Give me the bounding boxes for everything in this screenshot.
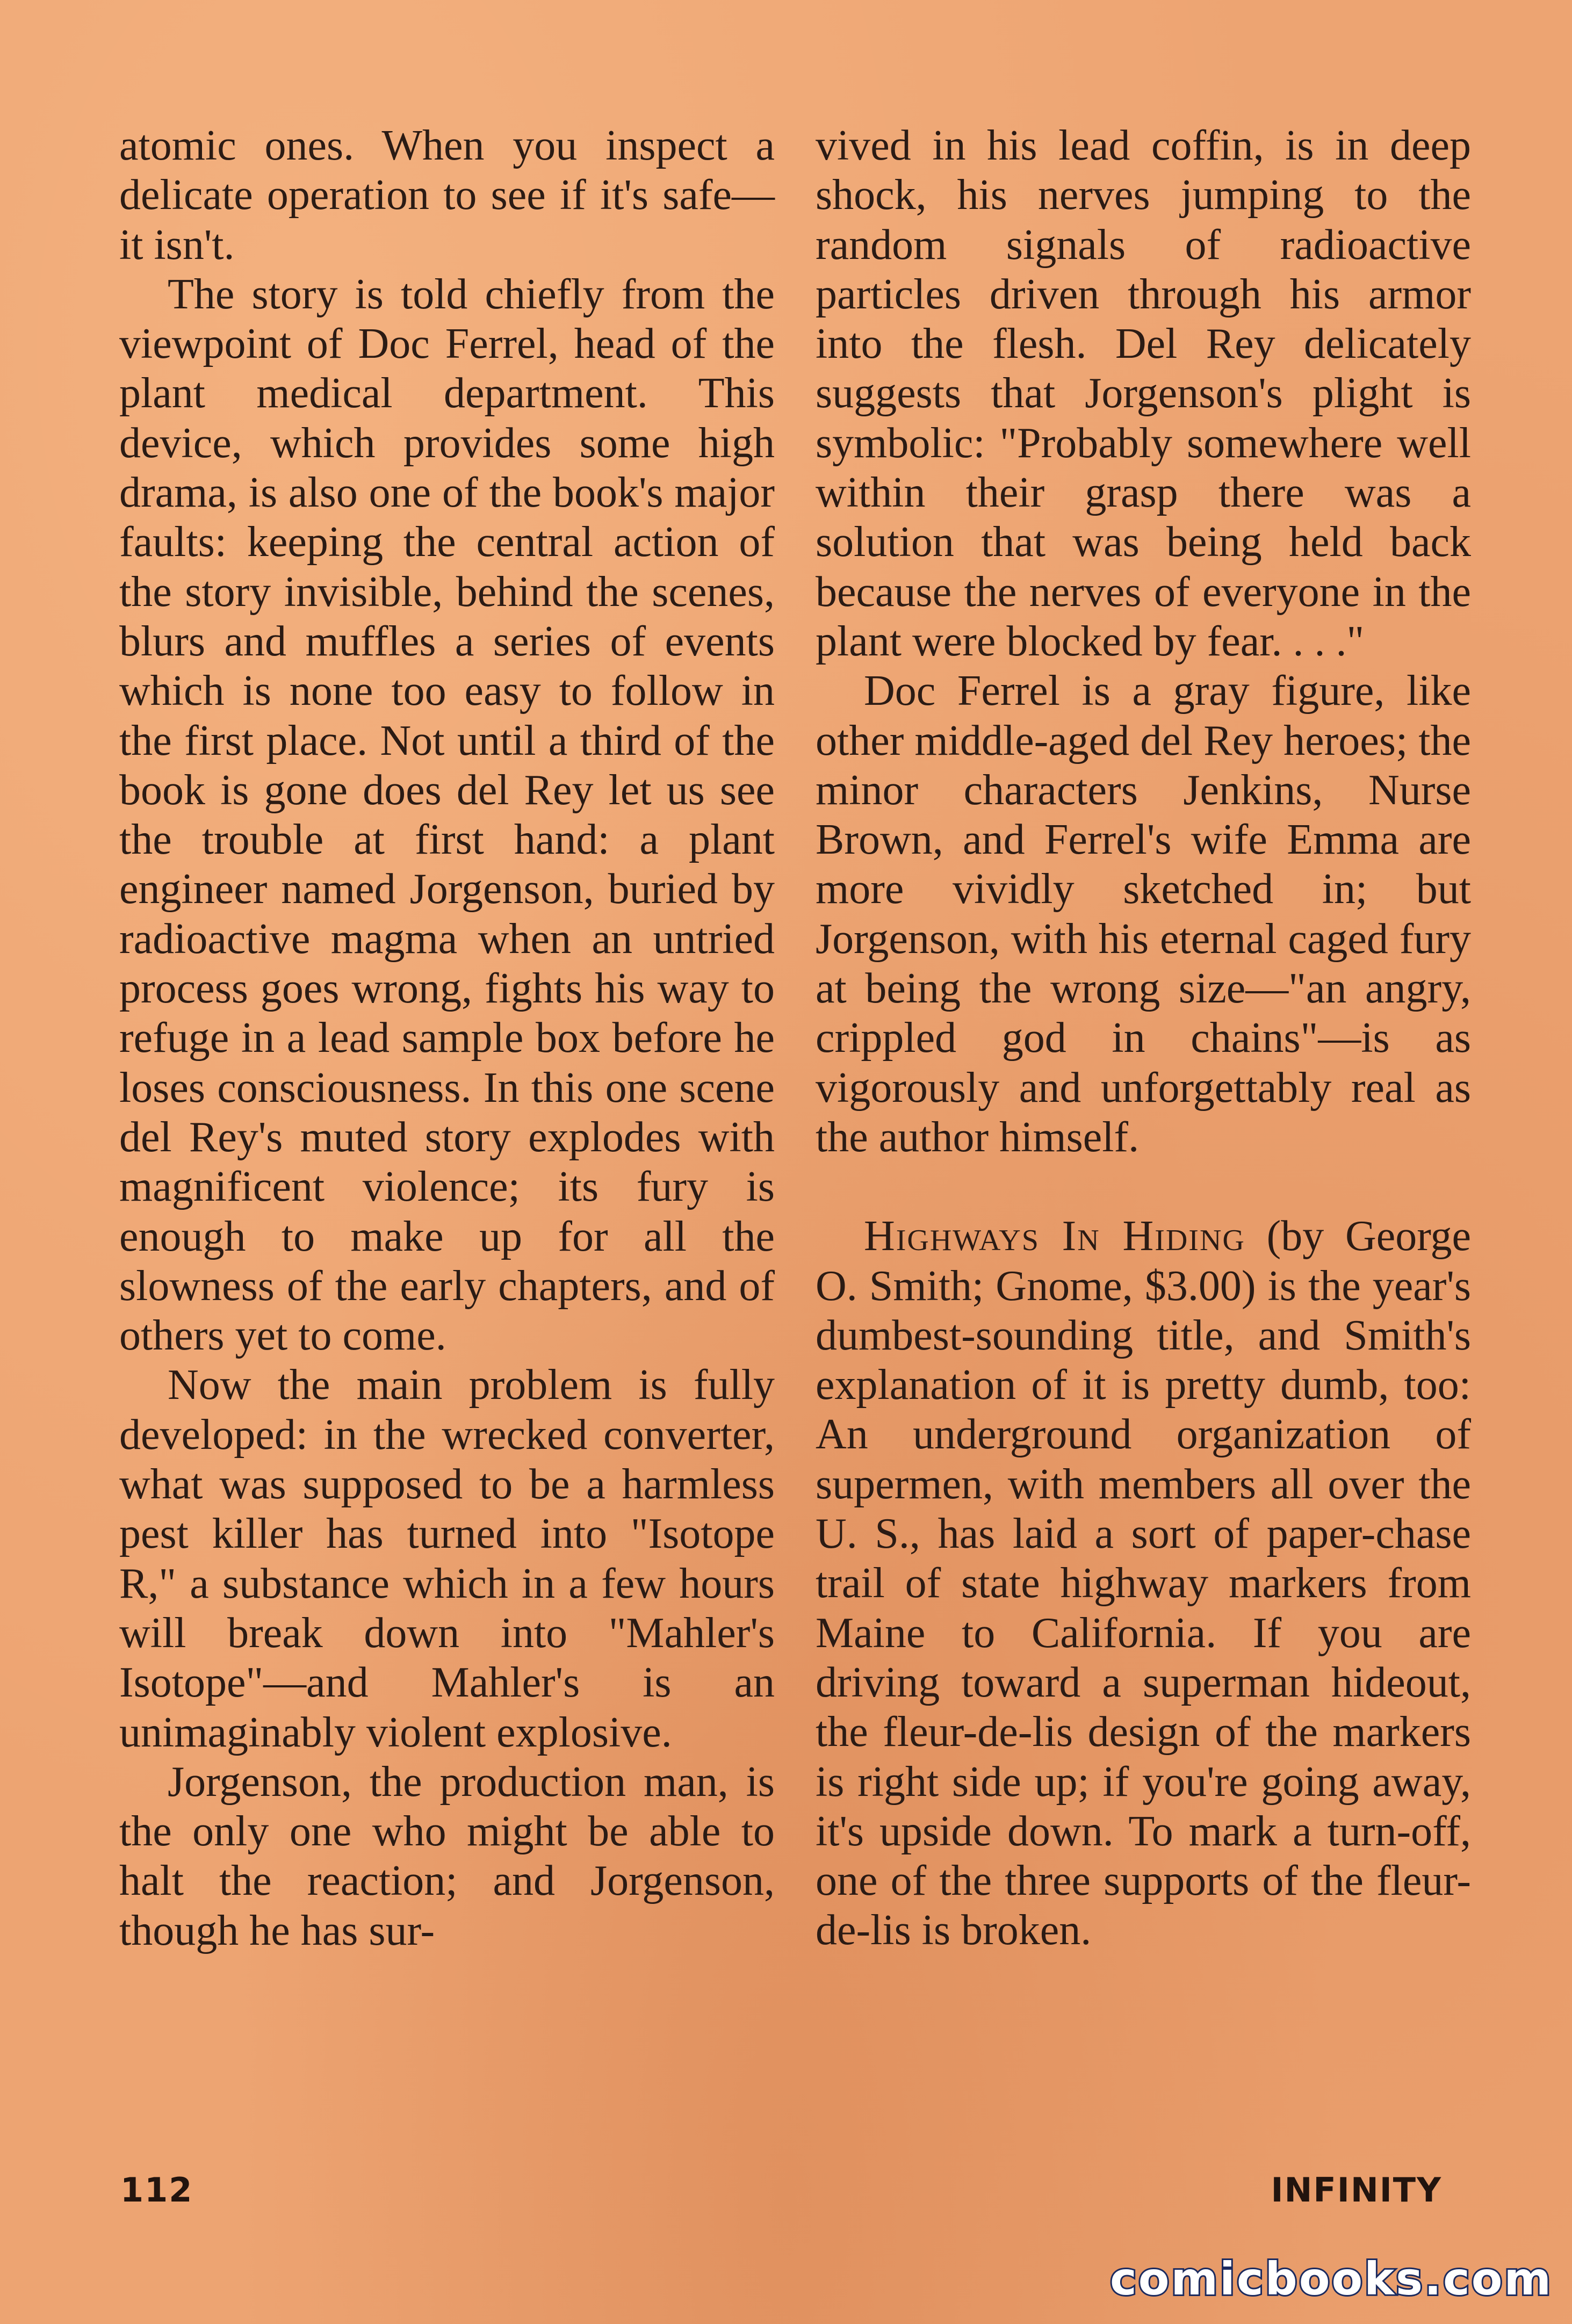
review-title: Highways In Hiding [864,1212,1245,1260]
page-number: 112 [120,2170,193,2210]
right-column [816,121,1471,1955]
paragraph: vived in his lead coffin, is in deep shock, his nerves jumping to the random signals of radioactive particles driven through his armor into the flesh. Del Rey delicately suggests that Jorgenson's plight is symbolic: "Probably somewhere well within their grasp there was a solution that was being held back because the nerves of everyone in the plant were blocked by fear. . . ." [816,122,1471,665]
paragraph: Doc Ferrel is a gray figure, like other middle-aged del Rey heroes; the minor characters Jenkins, Nurse Brown, and Ferrel's wife Emma are more vividly sketched in; but Jorgenson, with his eternal caged fury at being the wrong size—"an angry, crippled god in chains"—is as vigorously and unforgettably real as the author himself. [816,667,1471,1161]
paragraph: atomic ones. When you inspect a delicate operation to see if it's safe—it isn't. [119,122,775,269]
paragraph: Jorgenson, the production man, is the only one who might be able to halt the reaction; and Jorgenson, though he has sur- [119,1758,775,1954]
right-column-intro [816,121,1471,1162]
left-column [119,121,775,1955]
magazine-name: INFINITY [1271,2170,1442,2210]
paragraph: The story is told chiefly from the viewpoint of Doc Ferrel, head of the plant medical department. This device, which provides some high drama, is also one of the book's major faults: keeping the central action of the story invisible, behind the scenes, blurs and muffles a series of events which is none too easy to follow in the first place. Not until a third of the book is gone does del Rey let us see the trouble at first hand: a plant engineer named Jorgenson, buried by radioactive magma when an untried process goes wrong, fights his way to refuge in a lead sample box before he loses consciousness. In this one scene del Rey's muted story explodes with magnificent violence; its fury is enough to make up for all the slowness of the early chapters, and of others yet to come. [119,270,775,1360]
paragraph: Now the main problem is fully developed: in the wrecked converter, what was supposed to be a harmless pest killer has turned into "Isotope R," a substance which in a few hours will break down into "Mahler's Isotope"—and Mahler's is an unimaginably violent explosive. [119,1361,775,1756]
review-paragraph [816,1211,1471,1955]
review-text: (by George O. Smith; Gnome, $3.00) is the year's dumbest-sounding title, and Smith's explanation of it is pretty dumb, too: An underground organization of supermen, with members all over the U. S., has laid a sort of paper-chase trail of state highway markers from Maine to California. If you are driving toward a superman hideout, the fleur-de-lis design of the markers is right side up; if you're going away, it's upside down. To mark a turn-off, one of the three supports of the fleur-de-lis is broken. [816,1212,1471,1954]
watermark-text: comicbooks.com [1110,2253,1553,2305]
watermark [1091,2234,1572,2324]
